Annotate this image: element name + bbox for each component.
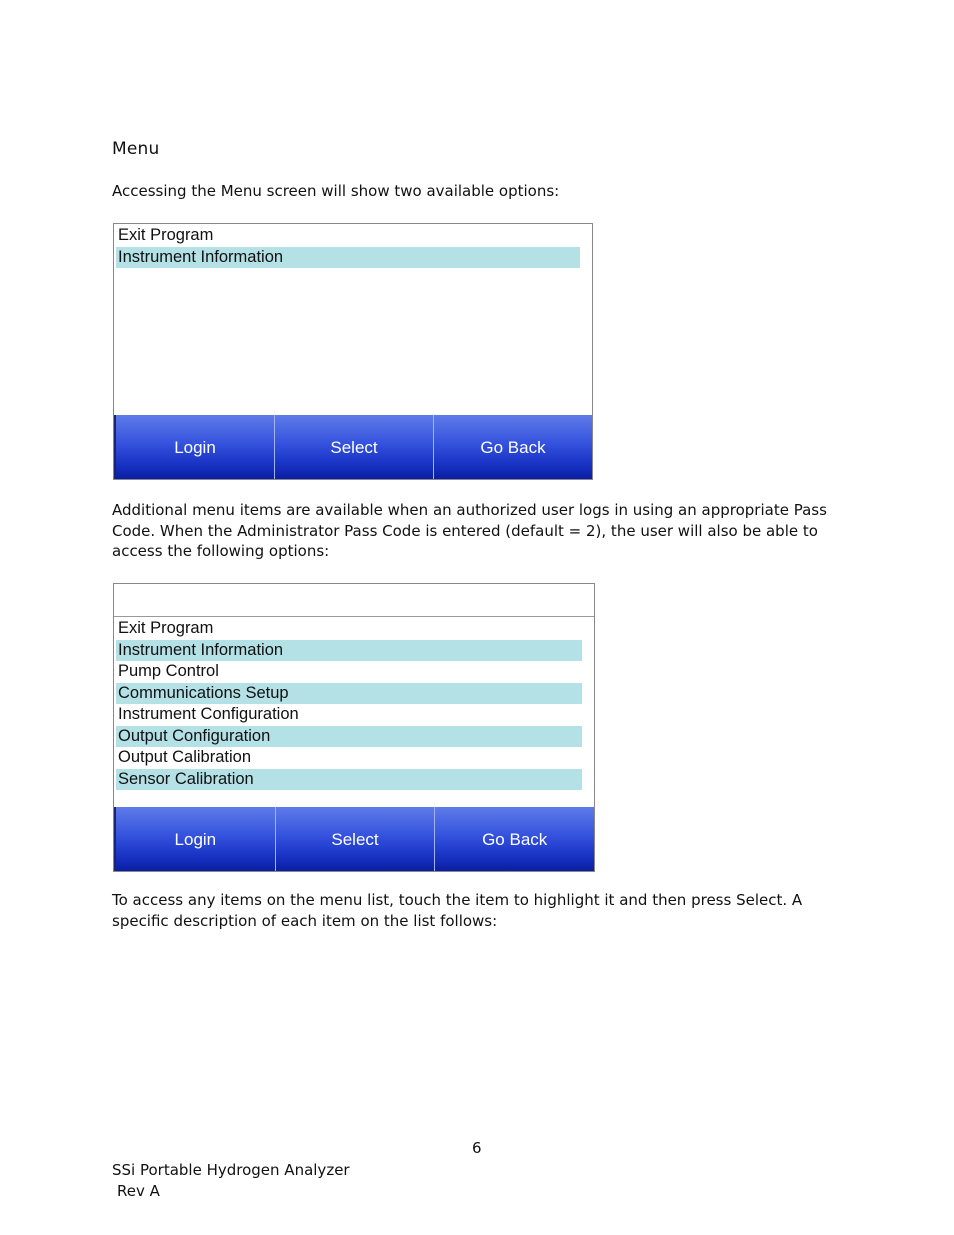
menu-item-output-configuration[interactable]: Output Configuration <box>116 726 582 748</box>
login-button[interactable]: Login <box>114 807 275 871</box>
closing-paragraph: To access any items on the menu list, touch the item to highlight it and then press Select. A specific description of each item on the list follows: <box>112 891 803 930</box>
page-number: 6 <box>472 1139 482 1157</box>
intro-paragraph: Accessing the Menu screen will show two available options: <box>112 182 560 200</box>
menu-item-sensor-calibration[interactable]: Sensor Calibration <box>116 769 582 791</box>
footer-revision: Rev A <box>117 1181 160 1200</box>
menu-item-instrument-information[interactable]: Instrument Information <box>116 640 582 662</box>
footer-product: SSi Portable Hydrogen Analyzer <box>112 1161 350 1179</box>
menu-item-pump-control[interactable]: Pump Control <box>118 662 219 680</box>
go-back-button[interactable]: Go Back <box>434 807 594 871</box>
select-button[interactable]: Select <box>274 415 433 479</box>
go-back-button[interactable]: Go Back <box>433 415 592 479</box>
menu-item-exit-program[interactable]: Exit Program <box>118 226 214 244</box>
middle-paragraph: Additional menu items are available when an authorized user logs in using an appropriate Pass Code. When the Administrator Pass Code is entered (default = 2), the user will also be able to access the following options: <box>112 501 827 560</box>
menu-item-instrument-configuration[interactable]: Instrument Configuration <box>118 705 299 723</box>
select-button[interactable]: Select <box>275 807 435 871</box>
menu-screen-basic <box>113 223 593 480</box>
menu-item-instrument-information[interactable]: Instrument Information <box>116 247 580 269</box>
section-title: Menu <box>112 139 160 159</box>
menu-item-output-calibration[interactable]: Output Calibration <box>118 748 251 766</box>
menu-list <box>116 225 580 268</box>
button-bar <box>114 807 594 871</box>
button-bar <box>114 415 592 479</box>
title-strip <box>114 584 594 617</box>
menu-list <box>116 618 582 790</box>
login-button[interactable]: Login <box>114 415 274 479</box>
footer <box>112 1160 350 1201</box>
menu-screen-admin <box>113 583 595 872</box>
menu-item-exit-program[interactable]: Exit Program <box>118 619 214 637</box>
menu-item-communications-setup[interactable]: Communications Setup <box>116 683 582 705</box>
